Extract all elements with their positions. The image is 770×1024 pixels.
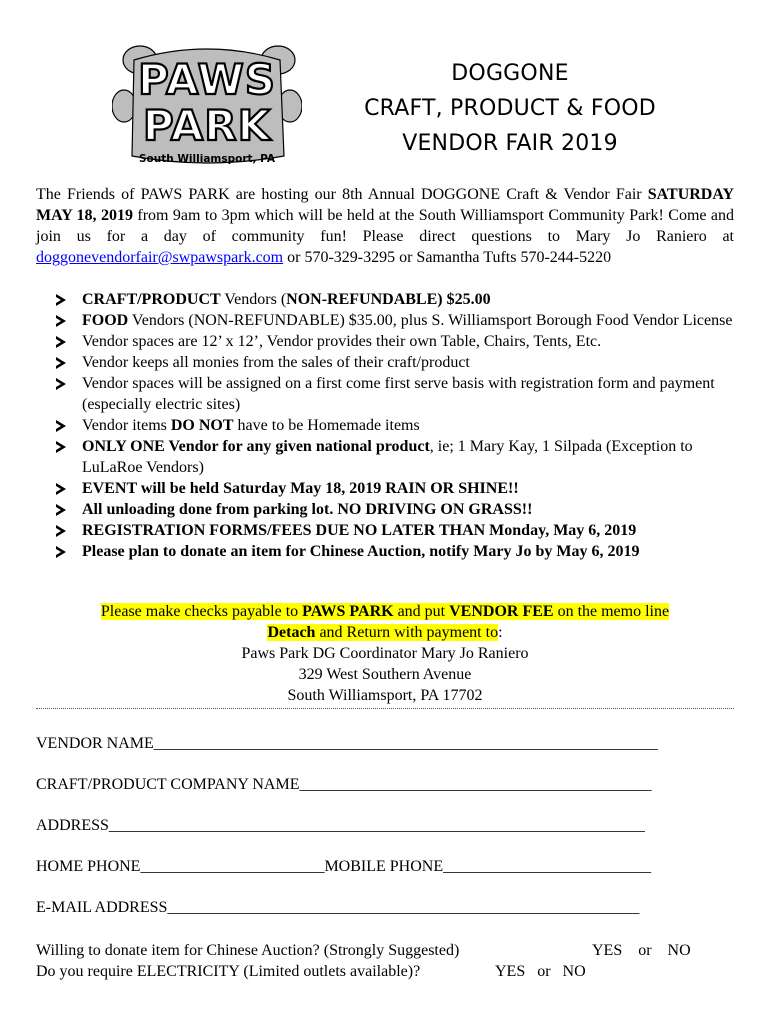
home-phone-field[interactable]: HOME PHONE_______________________ (36, 858, 325, 875)
phone-row (36, 856, 734, 897)
arrow-bullet-icon (56, 420, 66, 432)
arrow-bullet-icon (56, 336, 66, 348)
registration-form (36, 733, 734, 938)
donation-answer-options[interactable]: YES or NO (592, 942, 691, 959)
arrow-bullet-icon (56, 315, 66, 327)
detach-divider (36, 700, 734, 709)
list-item: FOOD Vendors (NON-REFUNDABLE) $35.00, plus S. Williamsport Borough Food Vendor License (56, 310, 736, 331)
electricity-question-text: Do you require ELECTRICITY (Limited outlets available)? (36, 963, 421, 980)
detach-line: Detach and Return with payment to (267, 624, 499, 641)
intro-text: The Friends of PAWS PARK are hosting our 8th Annual DOGGONE Craft & Vendor Fair (36, 186, 648, 203)
list-item: REGISTRATION FORMS/FEES DUE NO LATER THAN Monday, May 6, 2019 (56, 520, 736, 541)
arrow-bullet-icon (56, 525, 66, 537)
mailing-address-line2: 329 West Southern Avenue (298, 666, 472, 683)
payment-instructions: Please make checks payable to PAWS PARK and put VENDOR FEE on the memo line Detach and Return with payment to: Paws Park DG Coordinator Mary Jo Raniero 329 West Southern Avenue South Williamsport, PA 17702 (36, 601, 734, 706)
list-item: EVENT will be held Saturday May 18, 2019 RAIN OR SHINE!! (56, 478, 736, 499)
arrow-bullet-icon (56, 378, 66, 390)
list-item: All unloading done from parking lot. NO DRIVING ON GRASS!! (56, 499, 736, 520)
list-item: ONLY ONE Vendor for any given national product, ie; 1 Mary Kay, 1 Silpada (Exception to LuLaRoe Vendors) (56, 436, 736, 478)
arrow-bullet-icon (56, 357, 66, 369)
title-line2: CRAFT, PRODUCT & FOOD (364, 96, 656, 121)
vendor-rules-list (56, 289, 736, 562)
title-line3: VENDOR FAIR 2019 (402, 131, 618, 156)
electricity-answer-options[interactable]: YES or NO (495, 963, 586, 980)
intro-text-3: or 570-329-3295 or Samantha Tufts 570-244-5220 (283, 249, 612, 266)
intro-paragraph (36, 184, 734, 268)
page-title (330, 56, 690, 161)
arrow-bullet-icon (56, 441, 66, 453)
event-date: SATURDAY MAY 18, 2019 (36, 186, 734, 224)
company-name-field[interactable]: CRAFT/PRODUCT COMPANY NAME____________________________________________ (36, 776, 652, 793)
list-item: Vendor spaces will be assigned on a first come first serve basis with registration form and payment (especially electric sites) (56, 373, 736, 415)
payment-line: Please make checks payable to PAWS PARK and put VENDOR FEE on the memo line (100, 603, 670, 620)
mailing-address-line3: South Williamsport, PA 17702 (287, 687, 483, 704)
intro-text-2: from 9am to 3pm which will be held at the South Williamsport Community Park! Come and join us for a day of community fun! Please direct questions to Mary Jo Raniero at (36, 207, 735, 245)
list-item: Vendor spaces are 12’ x 12’, Vendor provides their own Table, Chairs, Tents, Etc. (56, 331, 736, 352)
mailing-address-line1: Paws Park DG Coordinator Mary Jo Raniero (241, 645, 529, 662)
arrow-bullet-icon (56, 504, 66, 516)
donation-question (36, 940, 734, 961)
list-item: Vendor keeps all monies from the sales of their craft/product (56, 352, 736, 373)
mobile-phone-field[interactable]: MOBILE PHONE__________________________ (324, 858, 652, 875)
logo-subtitle: South Williamsport, PA (138, 153, 276, 165)
logo-line2: PARK (142, 101, 272, 150)
arrow-bullet-icon (56, 483, 66, 495)
donation-question-text: Willing to donate item for Chinese Auction? (Strongly Suggested) (36, 942, 460, 959)
address-field[interactable]: ADDRESS___________________________________________________________________ (36, 817, 645, 834)
logo-line1: PAWS (137, 55, 277, 104)
vendor-name-field[interactable]: VENDOR NAME_______________________________________________________________ (36, 735, 658, 752)
email-field[interactable]: E-MAIL ADDRESS___________________________________________________________ (36, 899, 640, 916)
contact-email-link[interactable]: doggonevendorfair@swpawspark.com (36, 249, 284, 266)
title-line1: DOGGONE (451, 61, 569, 86)
arrow-bullet-icon (56, 546, 66, 558)
list-item: Vendor items DO NOT have to be Homemade items (56, 415, 736, 436)
paws-park-logo (112, 38, 302, 172)
electricity-question (36, 961, 734, 982)
list-item: CRAFT/PRODUCT Vendors (NON-REFUNDABLE) $25.00 (56, 289, 736, 310)
list-item: Please plan to donate an item for Chinese Auction, notify Mary Jo by May 6, 2019 (56, 541, 736, 562)
arrow-bullet-icon (56, 294, 66, 306)
